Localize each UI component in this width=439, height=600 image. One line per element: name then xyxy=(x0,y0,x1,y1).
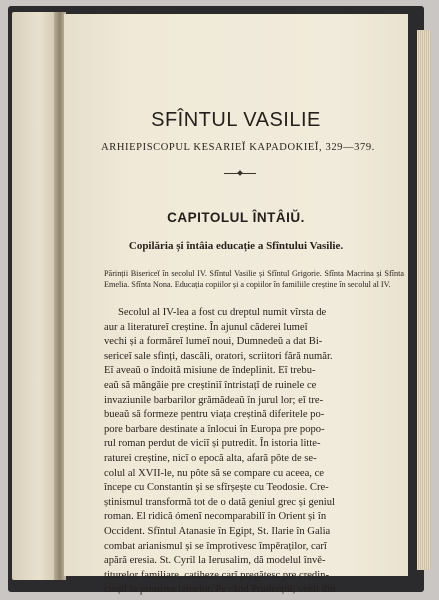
body-line: roman. El ridică ómenĭ necomparabilĭ în Orient și în xyxy=(104,511,327,523)
book-page xyxy=(64,14,408,596)
body-line: pore barbare destinate a înlocui în Europa pre popo- xyxy=(104,423,325,435)
body-line: știnismul transformă tot de o dată geniul grec și geniul xyxy=(104,496,335,508)
body-line: raturei creștine, nicĭ o epocă alta, afară pôte de se- xyxy=(104,452,317,464)
left-page-edge xyxy=(12,12,58,580)
body-line: vechi și a formăreĭ lumeĭ noui, Dumnedeŭ a dat Bi- xyxy=(104,336,323,348)
body-line: Eĭ aveaŭ o îndoită misiune de îndeplinit. Eĭ trebu- xyxy=(104,365,316,377)
body-line: Occident. Sfîntul Atanasie în Egipt, St. Ilarie în Galia xyxy=(104,525,331,537)
page-title: SFÎNTUL VASILIE xyxy=(151,109,321,131)
chapter-summary: Părinții Bisericeĭ în secolul IV. Sfîntul Vasilie și Sfîntul Grigorie. Sfînta Macrina și Sfînta Emelia. Sfînta Nona. Educația copiilor și a copiilor în familiile creștine în secolul al IV. xyxy=(104,269,404,289)
body-line: Secolul al IV-lea a fost cu dreptul numit vîrsta de xyxy=(118,307,327,318)
body-line: colul al XVII-le, nu pôte să se compare cu aceea, ce xyxy=(104,467,325,479)
body-line: rul roman perdut de viciĭ și putredit. În istoria litte- xyxy=(104,438,321,450)
page-subtitle: ARHIEPISCOPUL KESARIEĬ KAPADOKIEĬ, 329—379. xyxy=(101,142,375,153)
body-line: începe cu Constantin și se sfîrșește cu Teodosie. Cre- xyxy=(104,482,329,494)
body-line: sericeĭ sale sfinți, dascăli, oratori, scriitori fără număr. xyxy=(104,350,333,362)
body-line: eaŭ să măngăie pre creștiniĭ întristațĭ de ruinele ce xyxy=(104,379,317,391)
body-line: cioșiĭ la primirea tainelor. Pe când Prudențiŭ, venit din xyxy=(104,584,336,596)
body-text xyxy=(104,306,408,598)
body-line: aur a literatureĭ creștine. În ajunul căderei lumeĭ xyxy=(104,321,308,333)
body-line: combat arianismul și se împrotivesc împěraților, carĭ xyxy=(104,540,327,552)
title-ornament xyxy=(224,173,256,175)
body-line: invaziunile barbarilor grămădeaŭ în jurul lor; eĭ tre- xyxy=(104,394,324,406)
body-line: apără eresia. St. Cyril la Ierusalim, dă modelul învě- xyxy=(104,555,326,567)
body-line: bueaŭ să formeze pentru viața creștină diferitele po- xyxy=(104,409,325,421)
chapter-subheading: Copilăria și întâia educație a Sfîntului Vasilie. xyxy=(128,240,344,252)
chapter-heading: CAPITOLUL ÎNTÂIŬ. xyxy=(167,210,305,225)
page-edges xyxy=(417,30,431,570)
body-line: țiturelor familiare, catiheze carĭ pregătesc pre credin- xyxy=(104,569,329,581)
